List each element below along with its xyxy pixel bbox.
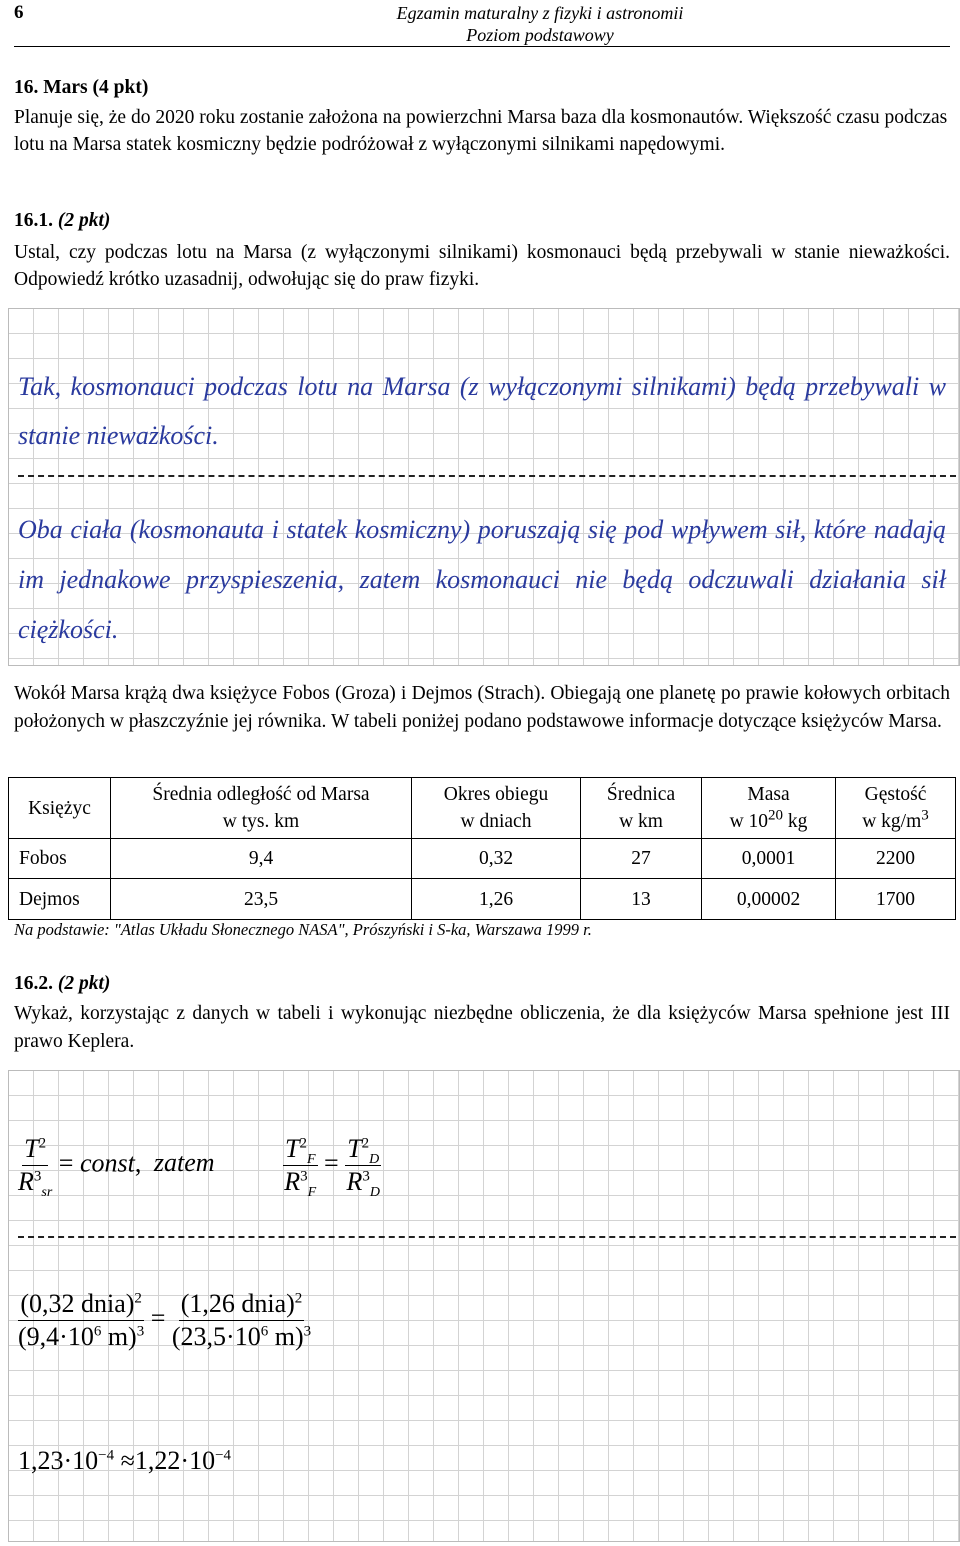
cell-distance: 23,5 <box>111 879 412 920</box>
fraction-dejmos: $\frac{T^2_D}{R^3_D}$ <box>346 1134 380 1201</box>
th-period-line2: w dniach <box>460 811 532 832</box>
handwritten-answer-1: Tak, kosmonauci podczas lotu na Marsa (z wyłączonymi silnikami) będą przebywali w stanie nieważkości. <box>18 372 946 450</box>
moons-intro: Wokół Marsa krążą dwa księżyce Fobos (Groza) i Dejmos (Strach). Obiegają one planetę po prawie kołowych orbitach położonych w płaszczyźnie jej równika. W tabeli poniżej podano podstawowe informacje dotyczące księżyców Marsa. <box>14 683 950 732</box>
th-distance-line1: Średnia odległość od Marsa <box>152 784 370 805</box>
kepler-formula-general: $\frac{T^2}{R^3_{sr}}$ = const, zatem <box>18 1134 215 1201</box>
task16-1-number: 16.1. <box>14 210 53 231</box>
th-moon: Księżyc <box>9 778 111 839</box>
kepler-substitution: $\frac{(0,32 dnia)^2}{(9,4\cdot 10^6 m)^3}$ = $\frac{(1,26 dnia)^2}{(23,5\cdot 10^6 m)^3}$ <box>18 1289 312 1351</box>
cell-name: Fobos <box>9 839 111 879</box>
cell-name: Dejmos <box>9 879 111 920</box>
kepler-formula-moons: $\frac{T^2_F}{R^3_F}$ = $\frac{T^2_D}{R^3_D}$ <box>284 1134 380 1201</box>
fraction-general: $\frac{T^2}{R^3_{sr}}$ <box>18 1134 53 1201</box>
th-distance <box>111 778 412 839</box>
th-mass-line2 <box>702 808 835 835</box>
th-density-unit-exp: 3 <box>921 807 929 824</box>
fraction-fobos: $\frac{T^2_F}{R^3_F}$ <box>284 1134 317 1201</box>
cell-diameter: 27 <box>581 839 702 879</box>
cell-density: 2200 <box>836 839 956 879</box>
th-period-line1: Okres obiegu <box>443 784 549 805</box>
th-diameter-line2: w km <box>619 811 663 832</box>
task16-2-points: (2 pkt) <box>57 973 111 994</box>
cell-period: 0,32 <box>412 839 581 879</box>
th-mass-line1: Masa <box>747 784 790 805</box>
th-mass-unit-a: w 10 <box>729 811 769 832</box>
table-header-row <box>9 778 956 839</box>
cell-mass: 0,0001 <box>702 839 836 879</box>
task16-2-number: 16.2. <box>14 973 53 994</box>
cell-distance: 9,4 <box>111 839 412 879</box>
task16-heading: 16. Mars (4 pkt) <box>14 77 149 98</box>
fraction-fobos-values: $\frac{(0,32 dnia)^2}{(9,4\cdot 10^6 m)^3}$ <box>18 1289 145 1351</box>
th-diameter <box>581 778 702 839</box>
cell-diameter: 13 <box>581 879 702 920</box>
th-density-line2 <box>836 808 955 835</box>
task16-2-question: Wykaż, korzystając z danych w tabeli i wykonując niezbędne obliczenia, że dla księżyców Marsa spełnione jest III prawo Keplera. <box>14 1003 950 1052</box>
cell-mass: 0,00002 <box>702 879 836 920</box>
th-density <box>836 778 956 839</box>
cell-density: 1700 <box>836 879 956 920</box>
task16-1-heading <box>14 207 950 234</box>
answer-separator-2 <box>18 1236 956 1238</box>
moons-table <box>8 777 956 920</box>
handwritten-answer-2: Oba ciała (kosmonauta i statek kosmiczny) poruszają się pod wpływem sił, które nadają im jednakowe przyspieszenia, zatem kosmonauci nie będą odczuwali działania sił ciężkości. <box>18 515 946 644</box>
th-density-unit: w kg/m <box>862 811 922 832</box>
th-mass-unit-b: kg <box>783 811 808 832</box>
task16-intro: Planuje się, że do 2020 roku zostanie założona na powierzchni Marsa baza dla kosmonautów. Większość czasu podczas lotu na Marsa statek kosmiczny będzie podróżował z wyłączonymi silnikami napędowymi. <box>14 107 948 155</box>
th-period <box>412 778 581 839</box>
th-distance-line2: w tys. km <box>222 811 300 832</box>
cell-period: 1,26 <box>412 879 581 920</box>
table-row <box>9 879 956 920</box>
header-title-line1: Egzamin maturalny z fizyki i astronomii <box>396 3 684 23</box>
task16-1-question: Ustal, czy podczas lotu na Marsa (z wyłączonymi silnikami) kosmonauci będą przebywali w stanie nieważkości. Odpowiedź krótko uzasadnij, odwołując się do praw fizyki. <box>14 242 950 290</box>
th-density-line1: Gęstość <box>864 784 927 805</box>
table-row <box>9 839 956 879</box>
th-mass-unit-exp: 20 <box>768 807 784 824</box>
th-mass <box>702 778 836 839</box>
page-number: 6 <box>14 2 24 23</box>
header-title-line2: Poziom podstawowy <box>466 25 614 45</box>
kepler-result: $1,23\cdot 10^{-4} \approx 1,22\cdot 10^{-4}$ <box>18 1446 232 1475</box>
fraction-dejmos-values: $\frac{(1,26 dnia)^2}{(23,5\cdot 10^6 m)^3}$ <box>171 1289 312 1351</box>
task16-1-points: (2 pkt) <box>57 210 111 231</box>
page-header-title <box>260 2 820 46</box>
th-diameter-line1: Średnica <box>606 784 676 805</box>
task16-2-heading <box>14 970 950 997</box>
header-divider <box>14 46 950 47</box>
table-source-note: Na podstawie: "Atlas Układu Słonecznego NASA", Prószyński i S-ka, Warszawa 1999 r. <box>14 920 592 939</box>
answer-separator-1 <box>18 475 956 477</box>
